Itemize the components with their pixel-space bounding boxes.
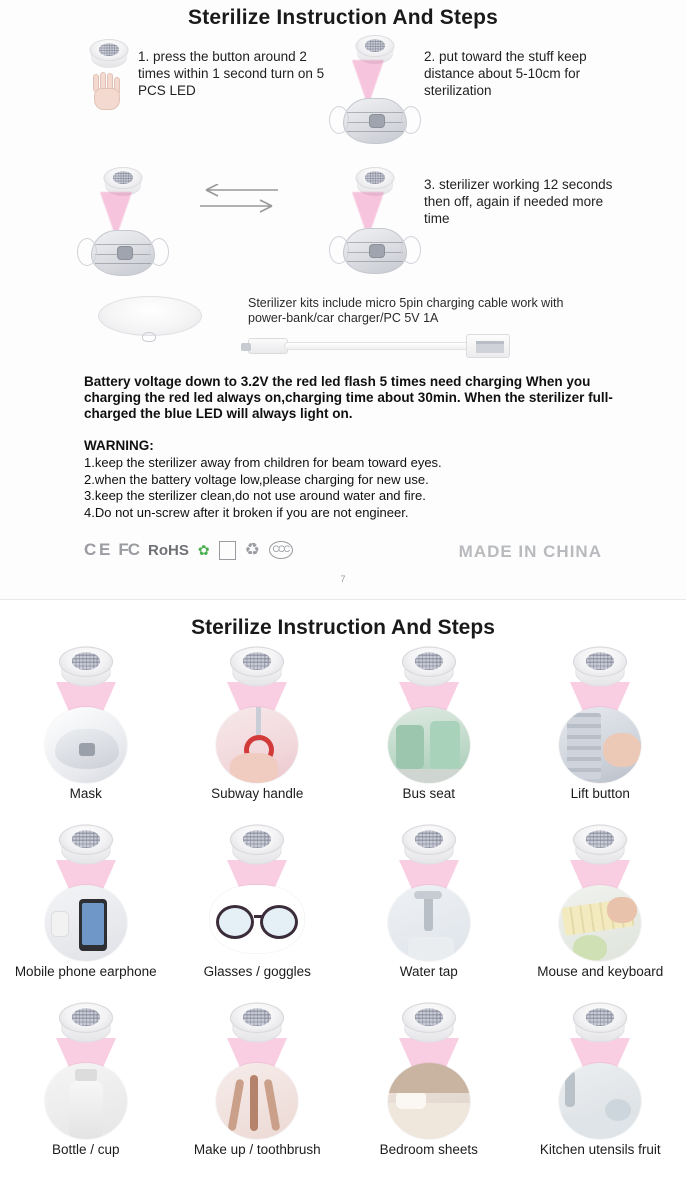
- scenario-image: [387, 1062, 471, 1140]
- warning-item: 4.Do not un-screw after it broken if you are not engineer.: [84, 504, 409, 520]
- scenario-label: Glasses / goggles: [203, 964, 311, 979]
- scenario-image: [215, 706, 299, 784]
- scenario-label: Mask: [69, 786, 102, 801]
- scenario-label: Bottle / cup: [51, 1142, 120, 1157]
- section2-title: Sterilize Instruction And Steps: [191, 616, 495, 639]
- scenario-image: [558, 706, 642, 784]
- warning-item: 3.keep the sterilizer clean,do not use around water and fire.: [84, 488, 426, 503]
- sterilizer-device-icon: [402, 1002, 456, 1049]
- fcc-mark-icon: FC: [118, 540, 140, 559]
- scenario-item: [172, 648, 344, 824]
- sterilizer-device-icon: [573, 824, 627, 871]
- sterilizer-device-icon: [230, 646, 284, 693]
- rohs-mark-icon: RoHS: [148, 541, 189, 559]
- hand-icon: [90, 72, 124, 112]
- scenario-image: [215, 1062, 299, 1140]
- scenario-image: [387, 884, 471, 962]
- kit-description: Sterilizer kits include micro 5pin charging cable work with power-bank/car charger/PC 5V 1A: [248, 296, 564, 325]
- scenario-image: [209, 884, 305, 954]
- mask-illustration: [91, 230, 155, 276]
- sterilizer-device-icon: [89, 39, 128, 73]
- scenario-image: [44, 1062, 128, 1140]
- usage-scenarios-section: [0, 600, 686, 1180]
- sterilizer-device-icon: [230, 824, 284, 871]
- scenario-item: [343, 826, 515, 1002]
- scenario-image: [44, 706, 128, 784]
- scenario-image: [44, 884, 128, 962]
- leaf-icon: ✿: [197, 541, 210, 558]
- ccc-mark-icon: CCC: [269, 541, 293, 559]
- warning-list: [84, 455, 624, 521]
- scenario-item: [172, 826, 344, 1002]
- scenario-image: [558, 1062, 642, 1140]
- charger-base-illustration: [98, 296, 202, 354]
- scenario-label: Mouse and keyboard: [537, 964, 664, 979]
- mask-illustration: [343, 98, 407, 144]
- scenario-item: [343, 648, 515, 824]
- sterilizer-device-icon: [59, 1002, 113, 1049]
- scenario-item: [515, 1004, 686, 1180]
- page-number: 7: [340, 574, 346, 584]
- scenario-item: [0, 826, 172, 1002]
- sterilizer-device-icon: [230, 1002, 284, 1049]
- cable-wire: [284, 342, 478, 350]
- sterilizer-device-icon: [402, 646, 456, 693]
- scenario-label: Subway handle: [211, 786, 304, 801]
- scenario-item: [0, 648, 172, 824]
- sterilizer-device-icon: [59, 646, 113, 693]
- sterilizer-device-icon: [59, 824, 113, 871]
- made-in-label: MADE IN CHINA: [458, 542, 602, 561]
- repeat-arrows-icon: [196, 184, 282, 214]
- scenario-label: Bedroom sheets: [379, 1142, 478, 1157]
- recycle-icon: ♻: [244, 540, 260, 559]
- scenario-item: [515, 648, 686, 824]
- warning-item: 2.when the battery voltage low,please charging for new use.: [84, 471, 429, 487]
- step1-device: [86, 36, 132, 76]
- scenario-label: Mobile phone earphone: [14, 964, 157, 979]
- scenario-item: [172, 1004, 344, 1180]
- certification-marks: [84, 540, 293, 560]
- scenario-label: Make up / toothbrush: [193, 1142, 321, 1157]
- sterilizer-device-icon: [573, 1002, 627, 1049]
- scenario-label: Bus seat: [402, 786, 456, 801]
- battery-note: Battery voltage down to 3.2V the red led flash 5 times need charging When you charging the red led always on,charging time about 30min. When the sterilizer full-charged the blue LED will always light on.: [84, 374, 613, 421]
- scenario-label: Lift button: [570, 786, 630, 801]
- step3-text: 3. sterilizer working 12 seconds then off, again if needed more time: [424, 177, 613, 226]
- scenario-item: [0, 1004, 172, 1180]
- warning-title: WARNING:: [84, 438, 154, 453]
- scenario-image: [387, 706, 471, 784]
- weee-mark-icon: [219, 541, 236, 560]
- section1-title: Sterilize Instruction And Steps: [188, 6, 498, 29]
- scenario-image: [558, 884, 642, 962]
- scenario-item: [515, 826, 686, 1002]
- scenario-grid: [0, 648, 686, 1180]
- scenario-label: Water tap: [399, 964, 458, 979]
- micro-usb-connector-icon: [248, 338, 288, 354]
- step1-text: 1. press the button around 2 times within 1 second turn on 5 PCS LED: [138, 49, 325, 98]
- warning-item: 1.keep the sterilizer away from children for beam toward eyes.: [84, 455, 442, 470]
- sterilizer-device-icon: [573, 646, 627, 693]
- step2-text: 2. put toward the stuff keep distance about 5-10cm for sterilization: [424, 49, 587, 98]
- usb-cable-illustration: [248, 330, 510, 360]
- scenario-label: Kitchen utensils fruit: [539, 1142, 661, 1157]
- mask-illustration: [343, 228, 407, 274]
- usb-a-connector-icon: [466, 334, 510, 358]
- ce-mark-icon: C E: [84, 540, 110, 559]
- scenario-item: [343, 1004, 515, 1180]
- sterilizer-device-icon: [402, 824, 456, 871]
